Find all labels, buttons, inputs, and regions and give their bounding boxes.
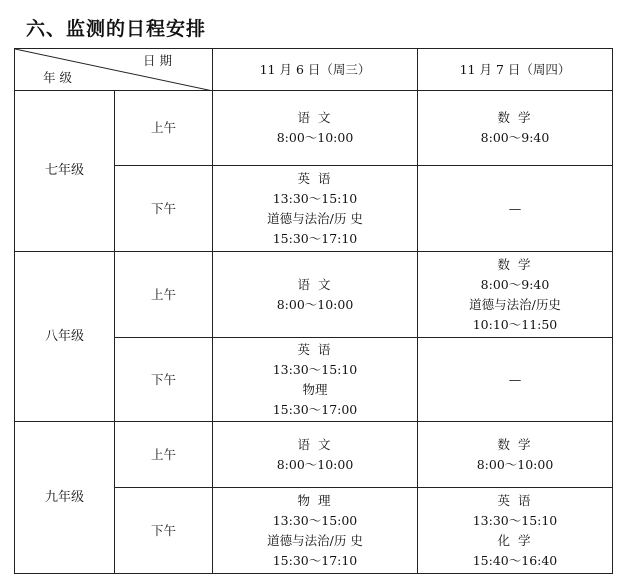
schedule-table	[14, 48, 613, 574]
slot-day1-pm: 英 语 13:30～15:10 物理 15:30～17:00	[213, 338, 418, 422]
page-title: 六、监测的日程安排	[26, 18, 207, 40]
slot-day1-pm: 英 语 13:30～15:10 道德与法治/历 史 15:30～17:10	[213, 166, 418, 252]
slot-day2-pm: —	[418, 166, 613, 252]
slot-day2-am: 数 学 8:00～9:40 道德与法治/历史 10:10～11:50	[418, 252, 613, 338]
day1-header: 11 月 6 日（周三）	[213, 49, 418, 91]
slot-day1-am: 语 文 8:00～10:00	[213, 422, 418, 488]
grade-header-label: 年 级	[43, 70, 72, 85]
slot-day2-pm: —	[418, 338, 613, 422]
grade-cell: 七年级	[15, 91, 115, 252]
slot-day1-am: 语 文 8:00～10:00	[213, 252, 418, 338]
period-pm: 下午	[115, 488, 213, 574]
grade-cell: 九年级	[15, 422, 115, 574]
day2-header: 11 月 7 日（周四）	[418, 49, 613, 91]
slot-day2-pm: 英 语 13:30～15:10 化 学 15:40～16:40	[418, 488, 613, 574]
period-am: 上午	[115, 252, 213, 338]
grade-cell: 八年级	[15, 252, 115, 422]
slot-day2-am: 数 学 8:00～10:00	[418, 422, 613, 488]
date-header-label: 日 期	[143, 53, 172, 68]
period-am: 上午	[115, 91, 213, 166]
period-pm: 下午	[115, 166, 213, 252]
period-am: 上午	[115, 422, 213, 488]
slot-day1-pm: 物 理 13:30～15:00 道德与法治/历 史 15:30～17:10	[213, 488, 418, 574]
header-corner-cell	[15, 49, 213, 91]
period-pm: 下午	[115, 338, 213, 422]
slot-day2-am: 数 学 8:00～9:40	[418, 91, 613, 166]
slot-day1-am: 语 文 8:00～10:00	[213, 91, 418, 166]
